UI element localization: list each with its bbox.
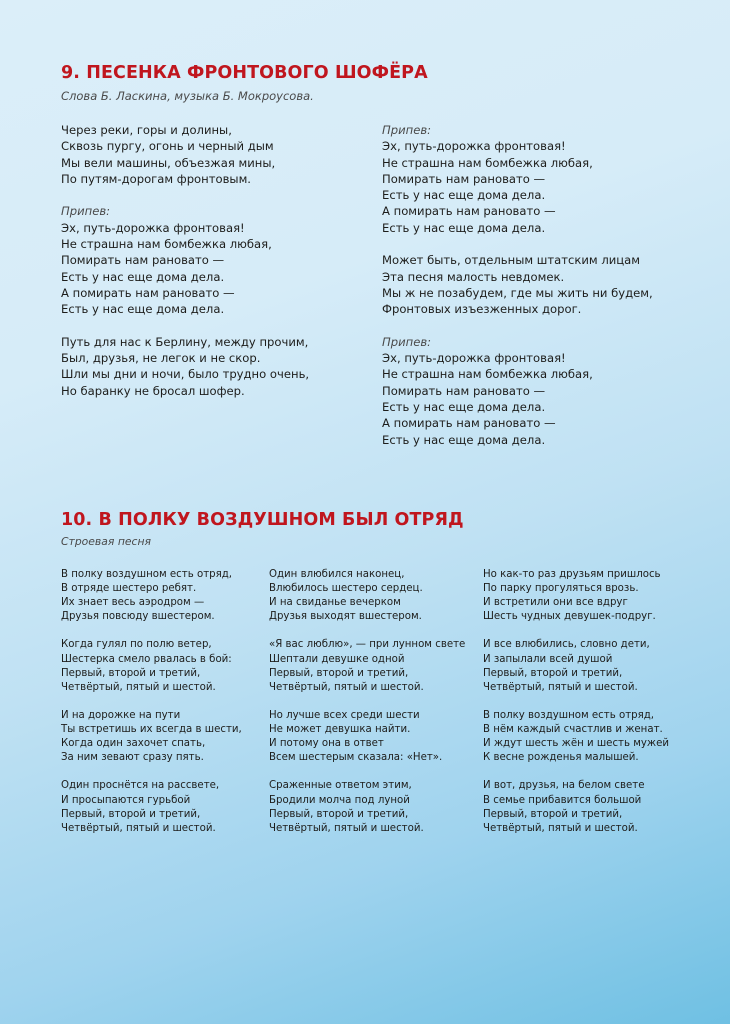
song-9-title: 9. ПЕСЕНКА ФРОНТОВОГО ШОФЁРА bbox=[61, 63, 428, 83]
lyric-line: Мы ж не позабудем, где мы жить ни будем, bbox=[382, 285, 653, 300]
stanza bbox=[269, 638, 465, 694]
stanza bbox=[269, 709, 465, 765]
lyric-line: Но лучше всех среди шести bbox=[269, 709, 420, 721]
lyric-line: Есть у нас еще дома дела. bbox=[382, 220, 546, 235]
lyric-line: Был, друзья, не легок и не скор. bbox=[61, 351, 261, 366]
lyric-line: И ждут шесть жён и шесть мужей bbox=[483, 738, 670, 750]
lyric-line: Эх, путь-дорожка фронтовая! bbox=[61, 220, 245, 235]
stanza bbox=[382, 252, 653, 317]
lyric-line: Четвёртый, пятый и шестой. bbox=[61, 681, 216, 693]
lyric-line: И на свиданье вечерком bbox=[269, 597, 401, 609]
lyric-line: Через реки, горы и долины, bbox=[61, 123, 232, 137]
lyric-line: Их знает весь аэродром — bbox=[61, 597, 205, 609]
stanza bbox=[61, 122, 309, 187]
lyric-line: Один проснётся на рассвете, bbox=[61, 780, 220, 792]
lyric-line: Шестерка смело рвалась в бой: bbox=[61, 653, 232, 665]
lyric-line: Один влюбился наконец, bbox=[269, 569, 405, 580]
lyric-line: Есть у нас еще дома дела. bbox=[382, 188, 546, 203]
lyric-line: В отряде шестеро ребят. bbox=[61, 583, 197, 595]
song-10-title: 10. В ПОЛКУ ВОЗДУШНОМ БЫЛ ОТРЯД bbox=[61, 510, 464, 530]
lyric-line: «Я вас люблю», — при лунном свете bbox=[269, 639, 466, 651]
lyric-line: Есть у нас еще дома дела. bbox=[382, 432, 546, 447]
lyric-line: Первый, второй и третий, bbox=[61, 808, 201, 820]
lyric-line: Не страшна нам бомбежка любая, bbox=[382, 155, 593, 170]
song-10-subtitle: Строевая песня bbox=[61, 535, 152, 548]
lyric-line: Шли мы дни и ночи, было трудно очень, bbox=[61, 367, 310, 382]
lyric-line: И потому она в ответ bbox=[269, 738, 384, 750]
stanza bbox=[483, 779, 669, 835]
stanza bbox=[483, 709, 669, 765]
stanza bbox=[483, 638, 669, 694]
lyric-line: В полку воздушном есть отряд, bbox=[483, 709, 655, 721]
song-10-column-1 bbox=[61, 568, 242, 850]
lyric-line: Четвёртый, пятый и шестой. bbox=[61, 822, 216, 834]
lyric-line: К весне рожденья малышей. bbox=[483, 752, 639, 764]
lyric-line: В нём каждый счастлив и женат. bbox=[483, 724, 663, 736]
lyric-line: Бродили молча под луной bbox=[269, 794, 410, 806]
lyric-line: Ты встретишь их всегда в шести, bbox=[61, 724, 242, 736]
stanza bbox=[61, 779, 242, 835]
stanza bbox=[269, 779, 465, 835]
stanza bbox=[61, 203, 309, 317]
song-9-left-column bbox=[61, 122, 309, 415]
lyric-line: Не может девушка найти. bbox=[269, 724, 411, 736]
chorus-label: Припев: bbox=[382, 334, 432, 349]
lyric-line: Сквозь пургу, огонь и черный дым bbox=[61, 139, 274, 154]
lyric-line: Эх, путь-дорожка фронтовая! bbox=[382, 139, 566, 154]
lyric-line: Не страшна нам бомбежка любая, bbox=[61, 237, 272, 252]
lyric-line: Эх, путь-дорожка фронтовая! bbox=[382, 351, 566, 366]
lyric-line: Первый, второй и третий, bbox=[269, 667, 409, 679]
stanza bbox=[61, 638, 242, 694]
lyric-line: Фронтовых изъезженных дорог. bbox=[382, 302, 582, 317]
lyric-line: Мы вели машины, объезжая мины, bbox=[61, 155, 276, 170]
lyric-line: А помирать нам рановато — bbox=[382, 416, 556, 431]
stanza bbox=[382, 122, 653, 236]
lyric-line: И на дорожке на пути bbox=[61, 709, 181, 721]
lyric-line: И встретили они все вдруг bbox=[483, 597, 628, 609]
lyric-line: По парку прогуляться врозь. bbox=[483, 583, 639, 595]
lyric-line: Когда гулял по полю ветер, bbox=[61, 639, 212, 651]
lyric-line: Первый, второй и третий, bbox=[483, 667, 623, 679]
song-10-column-3 bbox=[483, 568, 669, 850]
lyric-line: Когда один захочет спать, bbox=[61, 738, 206, 750]
lyric-line: Эта песня малость невдомек. bbox=[382, 269, 565, 284]
lyric-line: Путь для нас к Берлину, между прочим, bbox=[61, 334, 309, 349]
lyric-line: Помирать нам рановато — bbox=[382, 383, 546, 398]
lyric-line: Четвёртый, пятый и шестой. bbox=[269, 681, 424, 693]
lyric-line: Есть у нас еще дома дела. bbox=[382, 400, 546, 415]
lyric-line: Помирать нам рановато — bbox=[61, 253, 225, 268]
song-9-right-column bbox=[382, 122, 653, 464]
lyric-line: Помирать нам рановато — bbox=[382, 171, 546, 186]
lyric-line: Но баранку не бросал шофер. bbox=[61, 383, 245, 398]
lyric-line: И запылали всей душой bbox=[483, 653, 613, 665]
lyric-line: Друзья повсюду вшестером. bbox=[61, 611, 215, 623]
lyric-line: Сраженные ответом этим, bbox=[269, 780, 412, 792]
lyric-line: Первый, второй и третий, bbox=[61, 667, 201, 679]
lyric-line: Влюбилось шестеро сердец. bbox=[269, 583, 423, 595]
stanza bbox=[483, 568, 669, 624]
lyric-line: Есть у нас еще дома дела. bbox=[61, 269, 225, 284]
stanza bbox=[382, 334, 653, 448]
lyric-line: Может быть, отдельным штатским лицам bbox=[382, 253, 641, 268]
lyric-line: А помирать нам рановато — bbox=[61, 285, 235, 300]
stanza bbox=[61, 334, 309, 399]
song-9-credits: Слова Б. Ласкина, музыка Б. Мокроусова. bbox=[61, 89, 314, 103]
lyric-line: Первый, второй и третий, bbox=[269, 808, 409, 820]
lyric-line: Есть у нас еще дома дела. bbox=[61, 302, 225, 317]
lyric-line: И просыпаются гурьбой bbox=[61, 794, 191, 806]
lyric-line: В полку воздушном есть отряд, bbox=[61, 569, 233, 580]
lyric-line: За ним зевают сразу пять. bbox=[61, 752, 204, 764]
lyric-line: Четвёртый, пятый и шестой. bbox=[483, 681, 638, 693]
lyric-line: Четвёртый, пятый и шестой. bbox=[269, 822, 424, 834]
lyric-line: Всем шестерым сказала: «Нет». bbox=[269, 752, 443, 764]
lyric-line: Шесть чудных девушек-подруг. bbox=[483, 611, 656, 623]
lyric-line: И вот, друзья, на белом свете bbox=[483, 780, 645, 792]
lyric-line: Четвёртый, пятый и шестой. bbox=[483, 822, 638, 834]
stanza bbox=[61, 568, 242, 624]
lyric-line: По путям-дорогам фронтовым. bbox=[61, 171, 251, 186]
lyric-line: Первый, второй и третий, bbox=[483, 808, 623, 820]
lyric-line: Не страшна нам бомбежка любая, bbox=[382, 367, 593, 382]
stanza bbox=[269, 568, 465, 624]
lyric-line: В семье прибавится большой bbox=[483, 794, 642, 806]
lyric-line: Но как-то раз друзьям пришлось bbox=[483, 569, 661, 580]
chorus-label: Припев: bbox=[61, 204, 111, 219]
lyric-line: Шептали девушке одной bbox=[269, 653, 405, 665]
stanza bbox=[61, 709, 242, 765]
chorus-label: Припев: bbox=[382, 123, 432, 137]
lyric-line: Друзья выходят вшестером. bbox=[269, 611, 422, 623]
lyric-line: И все влюбились, словно дети, bbox=[483, 639, 650, 651]
song-10-column-2 bbox=[269, 568, 465, 850]
lyric-line: А помирать нам рановато — bbox=[382, 204, 556, 219]
